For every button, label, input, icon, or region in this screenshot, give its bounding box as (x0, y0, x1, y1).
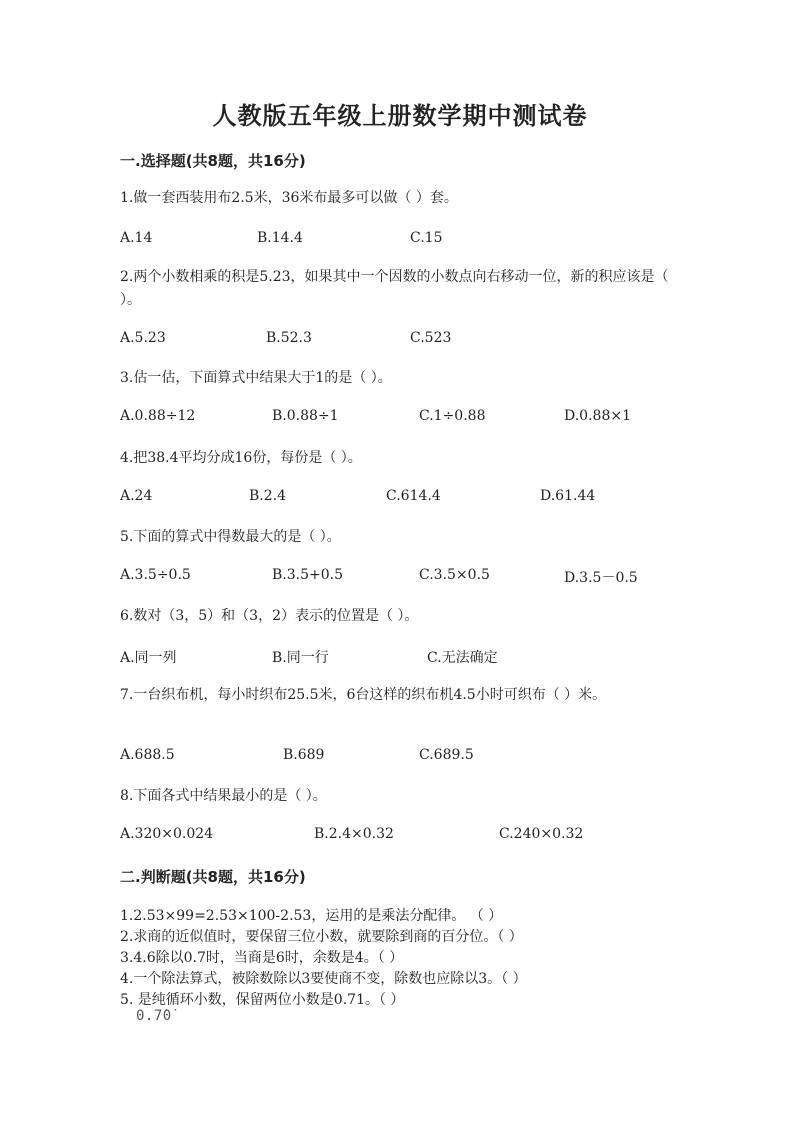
judgement-item-2: 2.求商的近似值时，要保留三位小数，就要除到商的百分位。（ ） (120, 929, 523, 945)
question-2: 2.两个小数相乘的积是5.23，如果其中一个因数的小数点向右移动一位，新的积应该是（ ）。 (120, 269, 669, 308)
q1-option-b: B.14.4 (257, 230, 303, 246)
judgement-item-5: 5. 是纯循环小数，保留两位小数是0.71。（ ） (120, 992, 405, 1008)
section-title-choice: 一.选择题(共8题，共16分) (120, 152, 306, 170)
judgement-item-1: 1.2.53×99=2.53×100-2.53，运用的是乘法分配律。 （ ） (120, 908, 503, 924)
question-8: 8.下面各式中结果最小的是（ ）。 (120, 788, 327, 804)
q2-option-a: A.5.23 (120, 330, 166, 346)
q5-option-b: B.3.5+0.5 (272, 567, 343, 583)
question-3: 3.估一估，下面算式中结果大于1的是（ ）。 (120, 370, 392, 386)
q6-option-a: A.同一列 (120, 650, 177, 666)
q5-option-d: D.3.5－0.5 (564, 570, 638, 586)
q8-option-c: C.240×0.32 (499, 826, 584, 842)
q8-option-b: B.2.4×0.32 (314, 826, 394, 842)
question-5: 5.下面的算式中得数最大的是（ ）。 (120, 529, 341, 545)
judgement-item-4: 4.一个除法算式，被除数除以3要使商不变，除数也应除以3。（ ） (120, 971, 527, 987)
q1-option-c: C.15 (410, 230, 443, 246)
question-1: 1.做一套西装用布2.5米，36米布最多可以做（ ）套。 (120, 190, 458, 206)
q2-option-b: B.52.3 (266, 330, 312, 346)
q4-option-b: B.2.4 (249, 488, 287, 504)
q3-option-c: C.1÷0.88 (419, 408, 486, 424)
q6-option-b: B.同一行 (272, 650, 329, 666)
judgement-item-3: 3.4.6除以0.7时，当商是6时，余数是4。（ ） (120, 950, 404, 966)
repeating-decimal-image: 0.7̇0̇ (136, 1008, 172, 1024)
q5-option-c: C.3.5×0.5 (419, 567, 490, 583)
q5-option-a: A.3.5÷0.5 (120, 567, 191, 583)
q2-option-c: C.523 (410, 330, 452, 346)
q7-option-c: C.689.5 (419, 747, 474, 763)
q7-option-b: B.689 (283, 747, 325, 763)
question-4: 4.把38.4平均分成16份，每份是（ ）。 (120, 450, 362, 466)
q6-option-c: C.无法确定 (427, 650, 498, 666)
q3-option-b: B.0.88÷1 (272, 408, 339, 424)
q1-option-a: A.14 (120, 230, 153, 246)
q3-option-a: A.0.88÷12 (120, 408, 196, 424)
q8-option-a: A.320×0.024 (120, 826, 214, 842)
q4-option-a: A.24 (120, 488, 153, 504)
question-7: 7.一台织布机，每小时织布25.5米，6台这样的织布机4.5小时可织布（ ）米。 (120, 687, 607, 703)
q3-option-d: D.0.88×1 (564, 408, 631, 424)
q7-option-a: A.688.5 (120, 747, 175, 763)
q4-option-c: C.614.4 (386, 488, 441, 504)
page-title: 人教版五年级上册数学期中测试卷 (212, 102, 588, 130)
question-6: 6.数对（3，5）和（3，2）表示的位置是（ ）。 (120, 608, 419, 624)
q4-option-d: D.61.44 (540, 488, 596, 504)
section-title-judgement: 二.判断题(共8题，共16分) (120, 868, 306, 886)
